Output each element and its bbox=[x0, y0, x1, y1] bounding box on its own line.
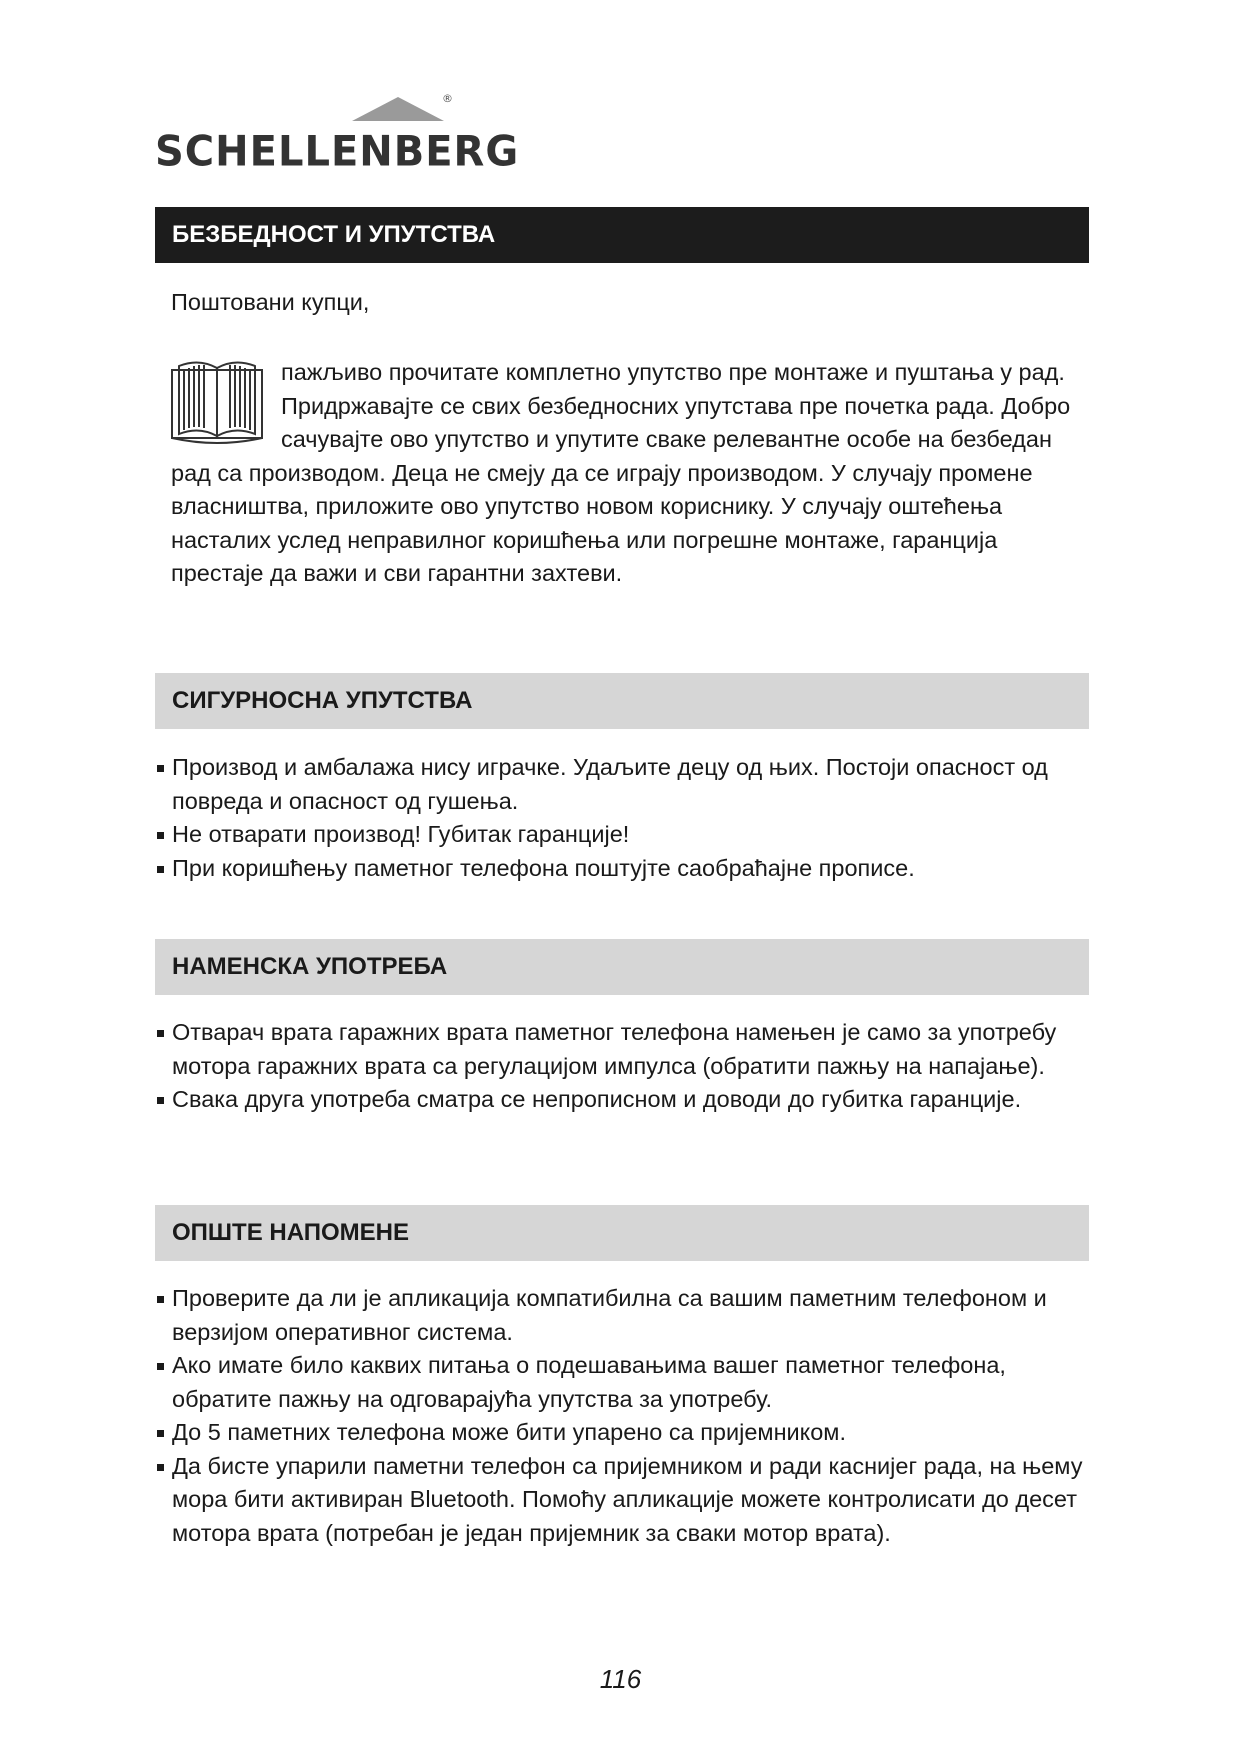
section-title-security: СИГУРНОСНА УПУТСТВА bbox=[155, 673, 1089, 729]
brand-logo bbox=[155, 85, 520, 177]
section-title-intended-use: НАМЕНСКА УПОТРЕБА bbox=[155, 939, 1089, 995]
book-icon bbox=[171, 356, 281, 452]
list-item: Да бисте упарили паметни телефон са пријемником и ради каснијег рада, на њему мора бити активиран Bluetooth. Помоћу апликације можете контролисати до десет мотора врата (потребан је један пријемник за сваки мотор врата). bbox=[155, 1450, 1085, 1551]
square-bullet-icon bbox=[157, 1363, 164, 1370]
square-bullet-icon bbox=[157, 866, 164, 873]
registered-mark: ® bbox=[442, 92, 453, 105]
intro-paragraph bbox=[171, 356, 1071, 591]
square-bullet-icon bbox=[157, 1097, 164, 1104]
intro-text: пажљиво прочитате комплетно упутство пре монтаже и пуштања у рад. Придржавајте се свих безбедносних упутстава пре почетка рада. Добро сачувајте ово упутство и упутите сваке релевантне особе на безбедан рад са производом. Деца не смеју да се играју производом. У случају промене власништва, приложите ово упутство новом кориснику. У случају оштећења насталих услед неправилног коришћења или погрешне монтаже, гаранција престаје да важи и сви гарантни захтеви. bbox=[171, 359, 1071, 586]
list-item: До 5 паметних телефона може бити упарено са пријемником. bbox=[155, 1416, 1085, 1450]
section-title-general-notes: ОПШТЕ НАПОМЕНЕ bbox=[155, 1205, 1089, 1261]
security-list bbox=[155, 751, 1085, 885]
list-item: Отварач врата гаражних врата паметног телефона намењен је само за употребу мотора гаражних врата са регулацијом импулса (обратити пажњу на напајање). bbox=[155, 1016, 1085, 1083]
list-item: Не отварати производ! Губитак гаранције! bbox=[155, 818, 1085, 852]
list-item: Проверите да ли је апликација компатибилна са вашим паметним телефоном и верзијом оперативног система. bbox=[155, 1282, 1085, 1349]
greeting: Поштовани купци, bbox=[171, 289, 370, 315]
section-title-safety: БЕЗБЕДНОСТ И УПУТСТВА bbox=[155, 207, 1089, 263]
square-bullet-icon bbox=[157, 832, 164, 839]
list-item: Свака друга употреба сматра се непрописном и доводи до губитка гаранције. bbox=[155, 1083, 1085, 1117]
intended-use-list bbox=[155, 1016, 1085, 1117]
square-bullet-icon bbox=[157, 1030, 164, 1037]
square-bullet-icon bbox=[157, 1430, 164, 1437]
square-bullet-icon bbox=[157, 1296, 164, 1303]
page-number: 116 bbox=[599, 1664, 642, 1694]
general-notes-list bbox=[155, 1282, 1085, 1550]
list-item: При коришћењу паметног телефона поштујте саобраћајне прописе. bbox=[155, 852, 1085, 886]
list-item: Производ и амбалажа нису играчке. Удаљите децу од њих. Постоји опасност од повреда и опасност од гушења. bbox=[155, 751, 1085, 818]
square-bullet-icon bbox=[157, 765, 164, 772]
list-item: Ако имате било каквих питања о подешавањима вашег паметног телефона, обратите пажњу на одговарајућа упутства за употребу. bbox=[155, 1349, 1085, 1416]
brand-name: SCHELLENBERG bbox=[155, 127, 520, 177]
square-bullet-icon bbox=[157, 1464, 164, 1471]
